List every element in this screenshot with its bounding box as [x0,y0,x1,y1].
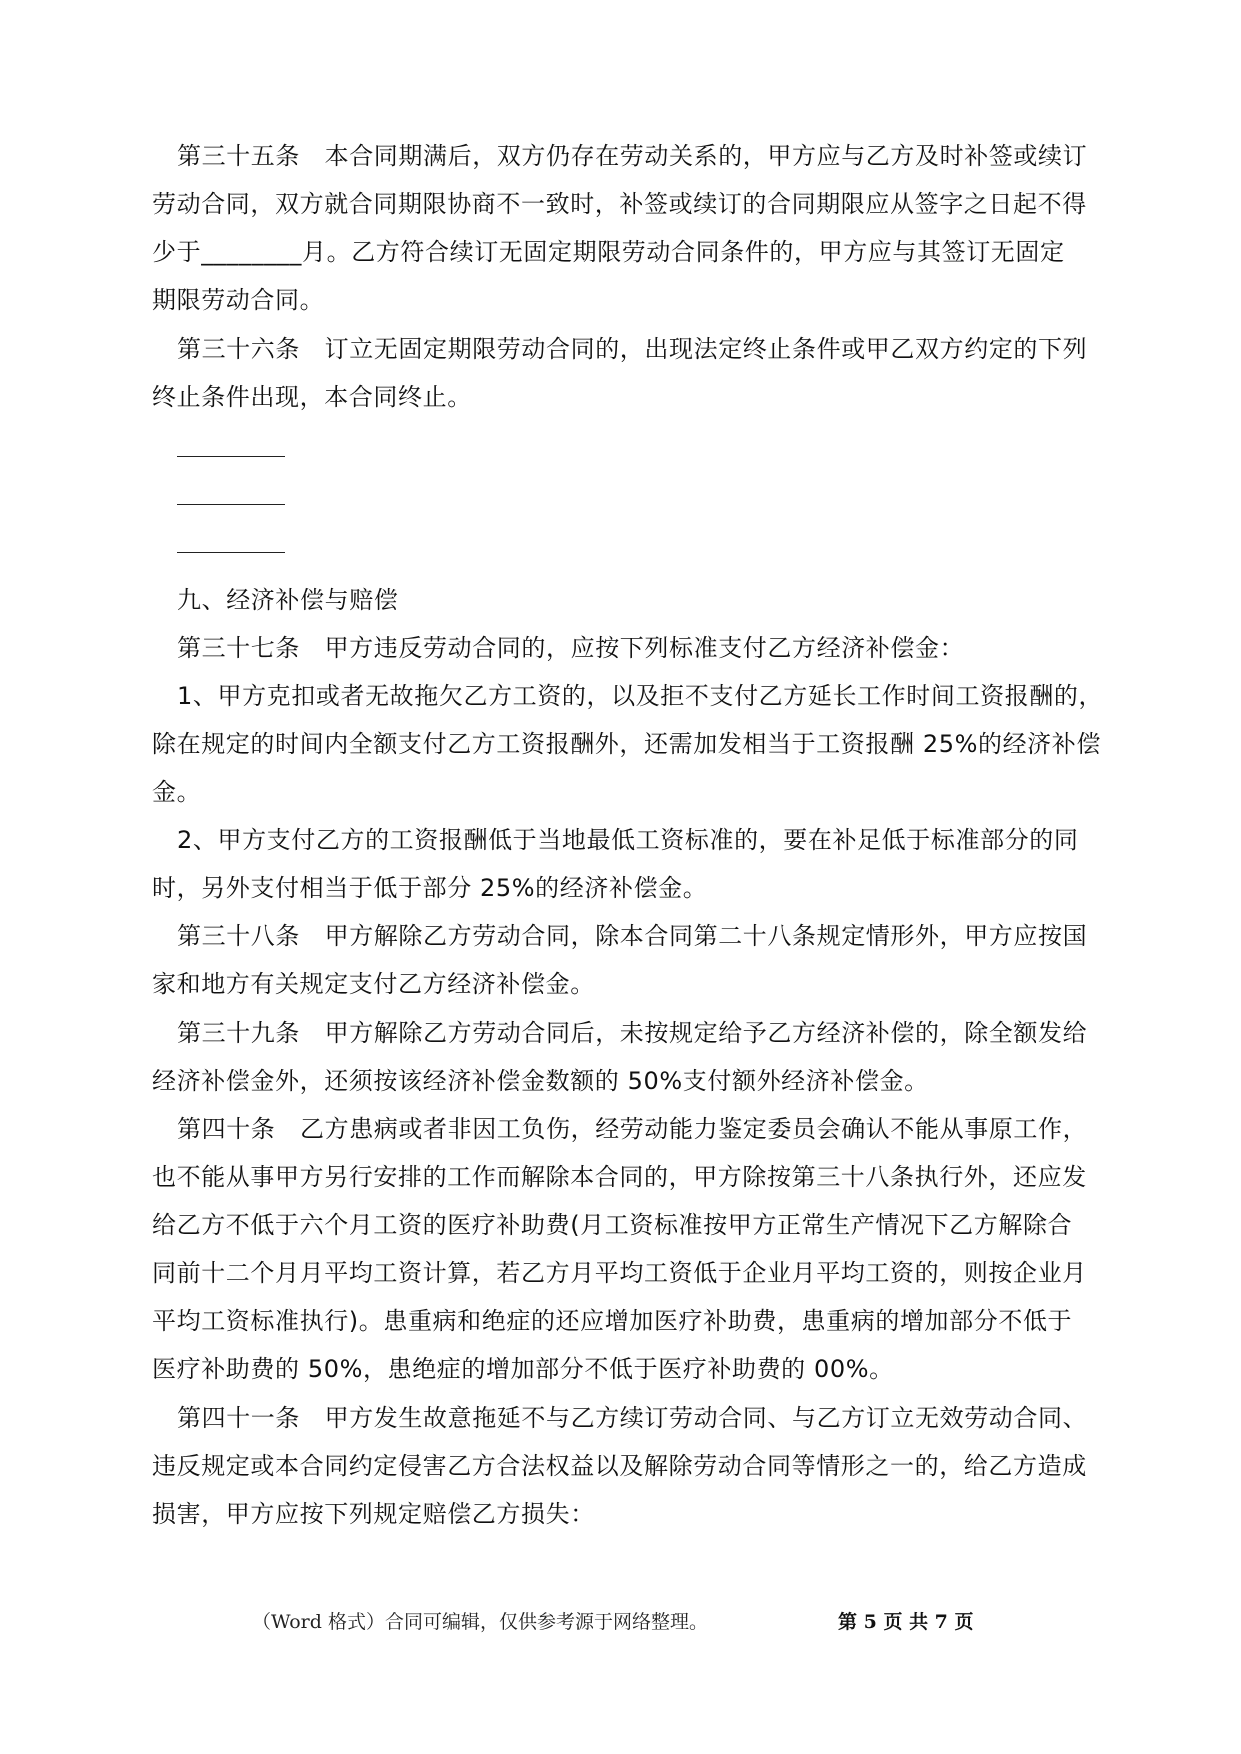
article-41-line-1: 第四十一条 甲方发生故意拖延不与乙方续订劳动合同、与乙方订立无效劳动合同、 [177,1404,1088,1432]
blank-fill-line [177,552,285,553]
article-36-line-2: 终止条件出现，本合同终止。 [152,383,472,411]
blank-fill-line [177,504,285,505]
article-35-line-4: 期限劳动合同。 [152,286,325,314]
section-9-heading: 九、经济补偿与赔偿 [177,586,399,614]
article-41-line-3: 损害，甲方应按下列规定赔偿乙方损失： [152,1500,595,1528]
clause-1-line-1: 1、甲方克扣或者无故拖欠乙方工资的，以及拒不支付乙方延长工作时间工资报酬的， [177,682,1104,710]
clause-2-line-1: 2、甲方支付乙方的工资报酬低于当地最低工资标准的，要在补足低于标准部分的同 [177,826,1079,854]
article-37-line-1: 第三十七条 甲方违反劳动合同的，应按下列标准支付乙方经济补偿金： [177,634,965,662]
article-41-line-2: 违反规定或本合同约定侵害乙方合法权益以及解除劳动合同等情形之一的，给乙方造成 [152,1452,1087,1480]
article-35-line-1: 第三十五条 本合同期满后，双方仍存在劳动关系的，甲方应与乙方及时补签或续订 [177,142,1088,170]
clause-1-line-2: 除在规定的时间内全额支付乙方工资报酬外，还需加发相当于工资报酬 25%的经济补偿 [152,730,1101,758]
article-39-line-2: 经济补偿金外，还须按该经济补偿金数额的 50%支付额外经济补偿金。 [152,1067,929,1095]
page-footer [0,1607,1241,1637]
article-38-line-1: 第三十八条 甲方解除乙方劳动合同，除本合同第二十八条规定情形外，甲方应按国 [177,922,1088,950]
clause-2-line-2: 时，另外支付相当于低于部分 25%的经济补偿金。 [152,874,708,902]
article-35-line-3: 少于________月。乙方符合续订无固定期限劳动合同条件的，甲方应与其签订无固定 [152,238,1065,266]
article-40-line-3: 给乙方不低于六个月工资的医疗补助费(月工资标准按甲方正常生产情况下乙方解除合 [152,1211,1073,1239]
article-36-line-1: 第三十六条 订立无固定期限劳动合同的，出现法定终止条件或甲乙双方约定的下列 [177,335,1088,363]
footer-note: （Word 格式）合同可编辑，仅供参考源于网络整理。 [252,1611,708,1633]
page-number: 第 5 页 共 7 页 [838,1611,974,1633]
article-40-line-2: 也不能从事甲方另行安排的工作而解除本合同的，甲方除按第三十八条执行外，还应发 [152,1163,1087,1191]
clause-1-line-3: 金。 [152,778,202,806]
article-40-line-6: 医疗补助费的 50%，患绝症的增加部分不低于医疗补助费的 00%。 [152,1355,894,1383]
article-35-line-2: 劳动合同，双方就合同期限协商不一致时，补签或续订的合同期限应从签字之日起不得 [152,190,1087,218]
article-40-line-5: 平均工资标准执行)。患重病和绝症的还应增加医疗补助费，患重病的增加部分不低于 [152,1307,1073,1335]
article-40-line-1: 第四十条 乙方患病或者非因工负伤，经劳动能力鉴定委员会确认不能从事原工作， [177,1115,1088,1143]
article-38-line-2: 家和地方有关规定支付乙方经济补偿金。 [152,970,595,998]
article-39-line-1: 第三十九条 甲方解除乙方劳动合同后，未按规定给予乙方经济补偿的，除全额发给 [177,1019,1088,1047]
blank-fill-line [177,456,285,457]
article-40-line-4: 同前十二个月月平均工资计算，若乙方月平均工资低于企业月平均工资的，则按企业月 [152,1259,1087,1287]
